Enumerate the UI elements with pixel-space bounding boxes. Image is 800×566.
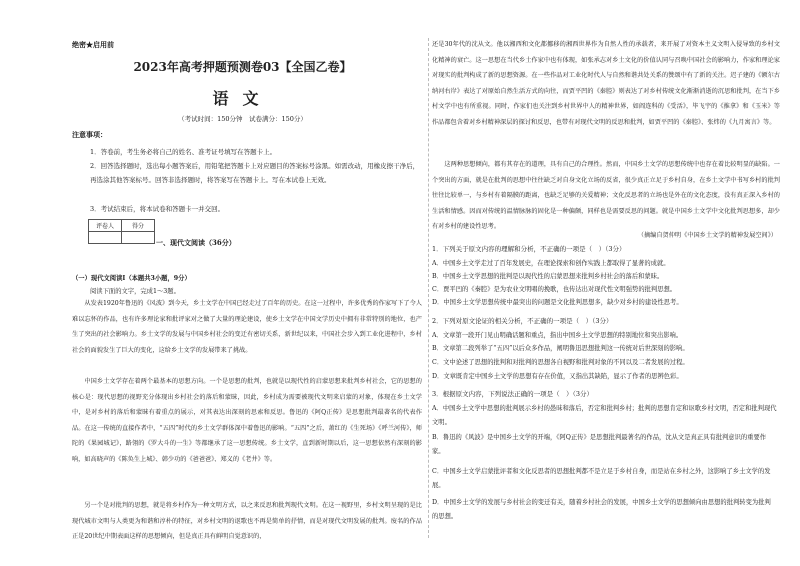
- question-option: A．中国乡土文学中思想的批判展示乡村的愚昧和落后，否定和批判乡村；批判的思想肯定和讴歌乡村文明，否定和批判现代文明。: [432, 405, 777, 426]
- passage-paragraph: 还是30年代的沈从文。他以湘西和文化都挪移的湘西世界作为自然人性的承载者，来开展了对资本主义文明入侵导致的乡村文化精神的衰亡。这一思想在当代乡土作家中也有体现，如张承志对乡土文化的价值认同与召唤中国社会的影响力，作家和理论家对现实的批判构成了新的思想资源。在一些作品对工业化时代人与自然和谐共处关系的赞颂中有了新的关注。迟子建的《额尔古纳河右岸》表达了对原始自然生活方式的向往，而贾平凹的《秦腔》则表达了对乡村传统文化渐渐消逝的沉思和批判，在当下乡村文学中也有所重视。同时，作家们也关注到乡村世界中人的精神世界，如阎连科的《受活》，毕飞宇的《推拿》和《玉米》等作品都包含着对乡村精神深层的探讨和反思，也带有对现代文明的反思和批判，如贾平凹的《秦腔》、张炜的《九月寓言》等。: [432, 41, 780, 126]
- score-cell: 得分: [122, 220, 155, 232]
- subject-title: 语文: [212, 89, 273, 108]
- question-option: B．中国乡土文学思想的批判是以现代性的启蒙思想来批判乡村社会的落后和蒙昧。: [432, 273, 664, 280]
- question-option: B．文章第二段列举了“五四”以后众多作品，阐明鲁迅思想批判这一传统对后世深刻的影响。: [432, 345, 689, 352]
- passage-paragraph: 另一个是对批判的思想，就是将乡村作为一种文明方式，以之来反思和批判现代文明。在这一视野里，乡村文明呈现的是比现代城市文明与人类更为和谐和淳朴的特征，对乡村文明的讴歌也不再是简单的抒情，而是对现代文明发展的批判。废名的作品正是20世纪中期表面这样的思想倾向，但是真正具有鲜明自觉意识的，: [72, 502, 422, 541]
- column-divider: [428, 38, 429, 538]
- reading-heading: （一）现代文阅读Ⅰ（本题共3小题，9分）: [72, 275, 191, 282]
- question-option: D．文章既肯定中国乡土文学的思想有存在价值，又指出其缺陷，显示了作者的思辨色彩。: [432, 373, 683, 380]
- passage-paragraph: 这两种思想倾向，都有其存在的道理，具有自己的合理性。然而，中国乡土文学的思想传统中也存在着比较明显的缺陷。一个突出的方面，就是在批判的思想中往往缺乏对自身文化立场的反省，很少真正立足于乡村自身，在乡土文学中书写乡村的批判往往比较单一，与乡村有着隔膜的距离，也缺乏足够的关爱精神；文化反思者的立场也是外在的文化态度，没有真正深入乡村的生活和情感。因而对传统的温情脉脉的固化是一种偏颇，同样也是需要反思的问题。就是中国乡土文学中文化批判思想多，却少有对乡村的建设性思考。: [432, 161, 780, 231]
- question-option: A．文章第一段开门见山明确话题和重点，指出中国乡土文学思想的特别地位和突出影响。: [432, 332, 683, 339]
- score-table: [88, 219, 155, 244]
- question-option: D．中国乡土文学的发展与乡村社会的变迁有关，随着乡村社会的发展，中国乡土文学的思想倾向由思想的批判转变为批判的思想。: [432, 499, 771, 520]
- question-stem: 3．根据原文内容，下列说法正确的一项是（ ）（3分）: [432, 390, 594, 398]
- left-column: [60, 0, 425, 566]
- question-stem: 2．下列对原文论证的相关分析，不正确的一项是（ ）（3分）: [432, 317, 613, 325]
- notes-heading: 注意事项：: [72, 130, 107, 139]
- section-heading: 一、现代文阅读（36分）: [156, 238, 236, 247]
- secret-label: 绝密★启用前: [72, 40, 114, 49]
- passage-paragraph: 中国乡土文学存在着两个最基本的思想方向。一个是思想的批判，也就是以现代性的启蒙思想来批判乡村社会，它的思想的核心是：现代思想的视野充分体现出乡村社会的落后和蒙昧，因此，乡村成为需要被现代文明来启蒙的对象，体现在乡土文学中，是对乡村的落后和蒙昧有着重点的展示，对其表达出深刻的思索和反思。鲁迅的《阿Q正传》是思想批判最著名的代表作品。在这一传统的直接作者中，“五四”时代的乡土文学群体深中着鲁迅的影响。“五四”之后，萧红的《生死场》《呼兰河传》，师陀的《果园城记》，路翎的《罗大斗的一生》等都继承了这一思想传统。乡土文学，直到新时期以后，这一思想依然有深刻的影响，如高晓声的《陈奂生上城》、韩少功的《爸爸爸》、郑义的《老井》等。: [72, 378, 422, 463]
- grader-blank: [89, 232, 122, 244]
- exam-info: （考试时间：150分钟 试卷满分：150分）: [178, 115, 307, 123]
- reading-instruction: 阅读下面的文字，完成1～3题。: [90, 288, 180, 295]
- right-column: [432, 0, 780, 566]
- exam-title: 2023年高考押题预测卷03【全国乙卷】: [133, 60, 352, 74]
- grader-cell: 评卷人: [89, 220, 122, 232]
- question-option: C．中国乡土文学启蒙批评者和文化反思者的思想批判都不是立足于乡村自身，而是站在乡村之外，这影响了乡土文学的发展。: [432, 468, 771, 489]
- passage-source: （摘编自贺仲明《中国乡土文学的精神发展空间》）: [637, 232, 777, 239]
- question-option: C．文中论述了思想的批判和对批判的思想各自视野和批判对象的不同以及二者发展的过程。: [432, 359, 689, 366]
- score-blank: [122, 232, 155, 244]
- question-option: C．贾平凹的《秦腔》是为农业文明唱的挽歌，也传达出对现代性文明强势的批判思想。: [432, 286, 677, 293]
- question-option: B．鲁迅的《风波》是中国乡土文学的开端，《阿Q正传》是思想批判最著名的作品，沈从文是真正具有批判意识的重要作家。: [432, 434, 767, 455]
- note-item: 3．考试结束后，将本试卷和答题卡一并交回。: [90, 205, 225, 213]
- question-option: D．中国乡土文学思想传统中最突出的问题是文化批判思想多，缺少对乡村的建设性思考。: [432, 299, 683, 306]
- note-item: 2．回答选择题时，选出每小题答案后，用铅笔把答题卡上对应题目的答案标号涂黑。如需改动，用橡皮擦干净后，再选涂其他答案标号。回答非选择题时，将答案写在答题卡上。写在本试卷上无效。: [90, 162, 420, 184]
- passage-paragraph: 从发表1920年鲁迅的《风波》到今天，乡土文学在中国已经走过了百年的历史。在这一过程中，许多优秀的作家写下了令人难以忘怀的作品，也有许多理论家和批评家对之做了大量的理论建设，使乡土文学在中国文学历史中拥有非常特别的地位，也产生了突出的社会影响力。乡土文学的发展与中国乡村社会的变迁有密切关系，新世纪以来，中国社会步入到工业化进程中，乡村社会的面貌发生了巨大的变化，这给乡土文学的发展带来了挑战。: [72, 300, 422, 354]
- note-item: 1．答卷前，考生务必将自己的姓名、准考证号填写在答题卡上。: [90, 148, 277, 156]
- question-stem: 1．下列关于原文内容的理解和分析，不正确的一项是（ ）（3分）: [432, 245, 626, 253]
- question-option: A．中国乡土文学走过了百年发展史，在理论探索和创作实践上都取得了显著的成就。: [432, 260, 670, 267]
